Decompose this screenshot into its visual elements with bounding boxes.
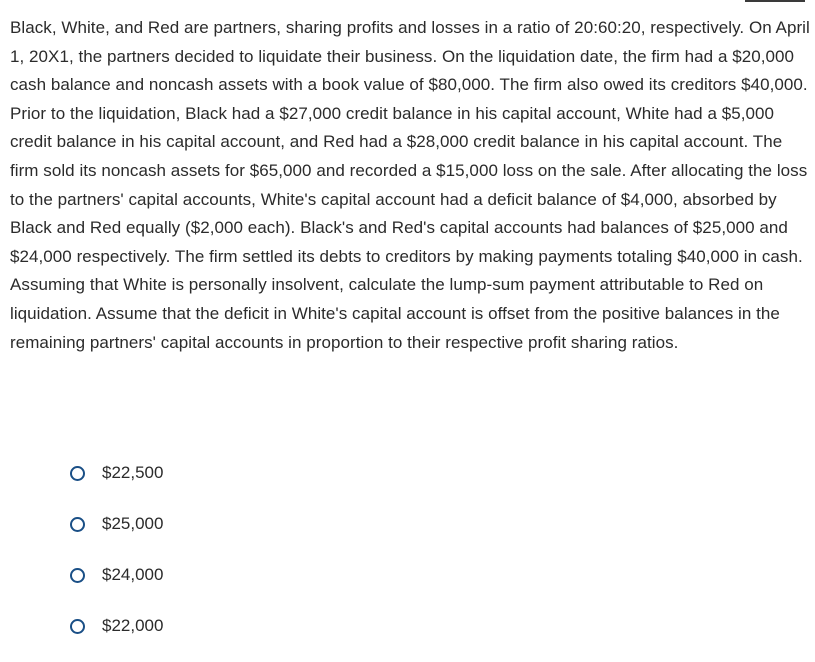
answer-option-label: $24,000	[102, 565, 164, 584]
answer-option-4[interactable]	[70, 611, 163, 641]
answer-option-label: $22,000	[102, 616, 164, 635]
radio-button-icon[interactable]	[70, 619, 85, 634]
answer-option-2[interactable]	[70, 509, 163, 539]
answer-option-1[interactable]	[70, 458, 163, 488]
radio-button-icon[interactable]	[70, 517, 85, 532]
question-text: Black, White, and Red are partners, sharing profits and losses in a ratio of 20:60:20, respectively. On April 1, 20X1, the partners decided to liquidate their business. On the liquidation date, the firm had a $20,000 cash balance and noncash assets with a book value of $80,000. The firm also owed its creditors $40,000. Prior to the liquidation, Black had a $27,000 credit balance in his capital account, White had a $5,000 credit balance in his capital account, and Red had a $28,000 credit balance in his capital account. The firm sold its noncash assets for $65,000 and recorded a $15,000 loss on the sale. After allocating the loss to the partners' capital accounts, White's capital account had a deficit balance of $4,000, absorbed by Black and Red equally ($2,000 each). Black's and Red's capital accounts had balances of $25,000 and $24,000 respectively. The firm settled its debts to creditors by making payments totaling $40,000 in cash. Assuming that White is personally insolvent, calculate the lump-sum payment attributable to Red on liquidation. Assume that the deficit in White's capital account is offset from the positive balances in the remaining partners' capital accounts in proportion to their respective profit sharing ratios.	[10, 18, 810, 352]
radio-button-icon[interactable]	[70, 466, 85, 481]
answer-option-label: $25,000	[102, 514, 164, 533]
answer-option-label: $22,500	[102, 463, 164, 482]
answer-option-3[interactable]	[70, 560, 163, 590]
top-divider	[745, 0, 805, 2]
answer-options	[70, 458, 163, 662]
radio-button-icon[interactable]	[70, 568, 85, 583]
